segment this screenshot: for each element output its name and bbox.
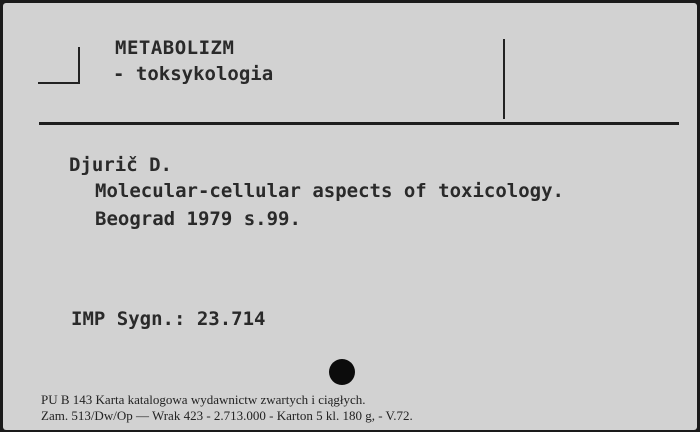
card-footer-line-1: PU B 143 Karta katalogowa wydawnictw zwartych i ciągłych.	[41, 392, 366, 407]
punch-hole	[329, 359, 355, 385]
author: Djurič D.	[69, 154, 172, 176]
header-horizontal-rule	[39, 122, 679, 125]
header-vertical-rule	[503, 39, 505, 119]
header-corner-mark-base	[38, 82, 80, 84]
subject-subheading: - toksykologia	[113, 63, 274, 85]
subject-heading: METABOLIZM	[115, 37, 235, 59]
header-corner-mark	[78, 47, 80, 83]
catalog-card	[3, 3, 697, 430]
shelfmark: IMP Sygn.: 23.714	[71, 308, 266, 330]
book-title: Molecular-cellular aspects of toxicology.	[95, 180, 564, 202]
card-footer-line-2: Zam. 513/Dw/Op — Wrak 423 - 2.713.000 - Karton 5 kl. 180 g, - V.72.	[41, 408, 413, 423]
imprint: Beograd 1979 s.99.	[95, 208, 301, 230]
